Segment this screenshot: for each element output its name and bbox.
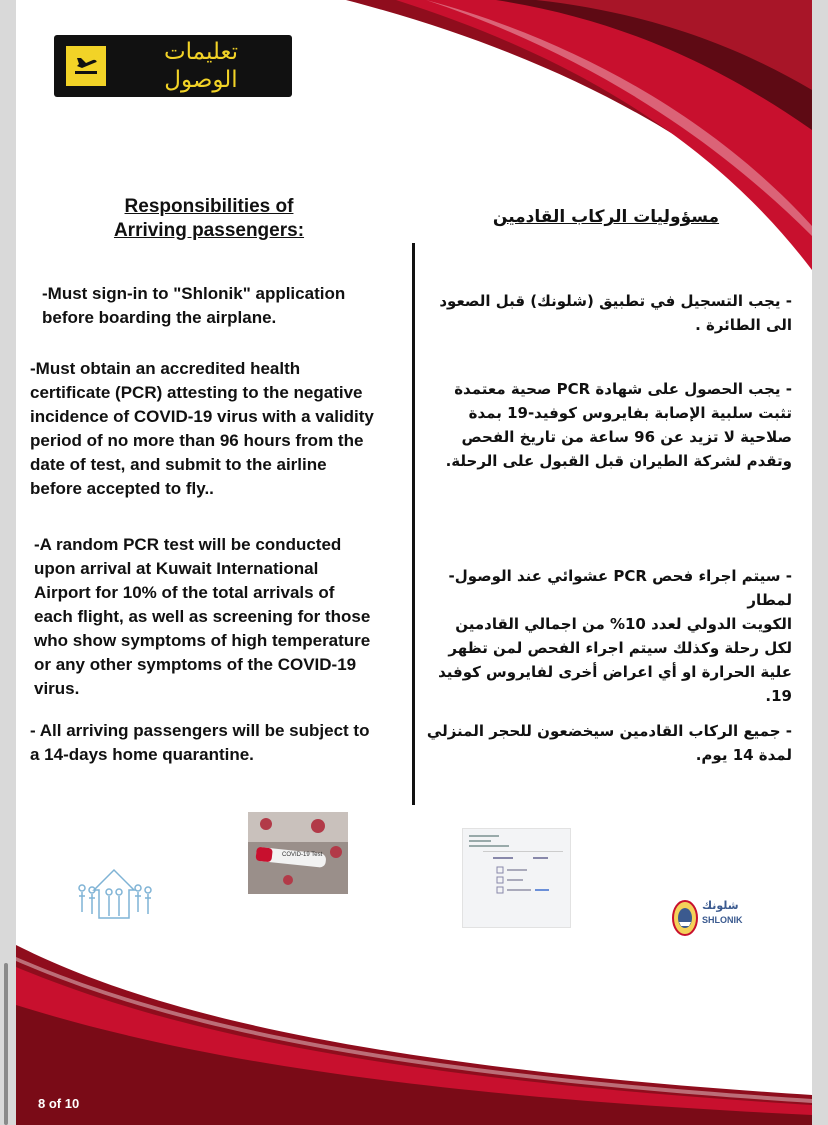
english-heading: Responsibilities of Arriving passengers: — [113, 196, 305, 241]
shlonik-logo-english: SHLONIK — [702, 915, 743, 925]
bottom-red-swoosh — [16, 945, 812, 1125]
arrival-instructions-badge — [54, 35, 292, 97]
people-icon — [74, 866, 154, 926]
covid-test-label: COVID-19 Test — [282, 852, 323, 858]
app-screenshot-image — [462, 828, 571, 928]
arrival-instructions-title: تعليمات الوصول — [163, 39, 238, 93]
scrollbar[interactable] — [4, 963, 8, 1125]
airplane-arrival-icon — [66, 46, 106, 86]
arabic-item-signin: - يجب التسجيل في تطبيق (شلونك) قبل الصعود الى الطائرة . — [439, 292, 792, 334]
english-item-quarantine: - All arriving passengers will be subject to a 14-days home quarantine. — [30, 721, 370, 764]
arabic-item-pcr-certificate: - يجب الحصول على شهادة PCR صحية معتمدة تثبت سلبية الإصابة بفايروس كوفيد-19 بمدة صلاحية لا تزيد عن 96 ساعة من تاريخ الفحص وتقدم لشركة الطيران قبل القبول على الرحلة. — [445, 380, 792, 470]
arabic-heading: مسؤوليات الركاب القادمين — [492, 207, 720, 227]
english-item-random-test: -A random PCR test will be conducted upon arrival at Kuwait International Airport for 10% of the total arrivals of each flight, as well as screening for those who show symptoms of high temperature or any other symptoms of the COVID-19 virus. — [34, 535, 371, 698]
english-item-signin: -Must sign-in to "Shlonik" application before boarding the airplane. — [42, 284, 346, 327]
document-page — [16, 0, 812, 1125]
arabic-item-quarantine: - جميع الركاب القادمين سيخضعون للحجر المنزلي لمدة 14 يوم. — [426, 722, 792, 764]
column-divider — [412, 243, 415, 805]
covid-test-photo — [248, 812, 348, 894]
english-item-pcr-certificate: -Must obtain an accredited health certificate (PCR) attesting to the negative incidence of COVID-19 virus with a validity period of no more than 96 hours from the date of test, and submit to the airline before accepted to fly.. — [30, 359, 374, 498]
shlonik-logo-arabic: شلونك — [702, 899, 739, 912]
kuwait-emblem-icon — [671, 898, 699, 938]
page-number: 8 of 10 — [38, 1096, 80, 1111]
arabic-item-random-test: - سيتم اجراء فحص PCR عشوائي عند الوصول- لمطار الكويت الدولي لعدد 10% من اجمالي القادمين لكل رحلة وكذلك سيتم اجراء الفحص لمن تظهر علية الحرارة او أي اعراض أخرى لفايروس كوفيد 19. — [438, 567, 792, 705]
shlonik-logo — [671, 898, 751, 940]
